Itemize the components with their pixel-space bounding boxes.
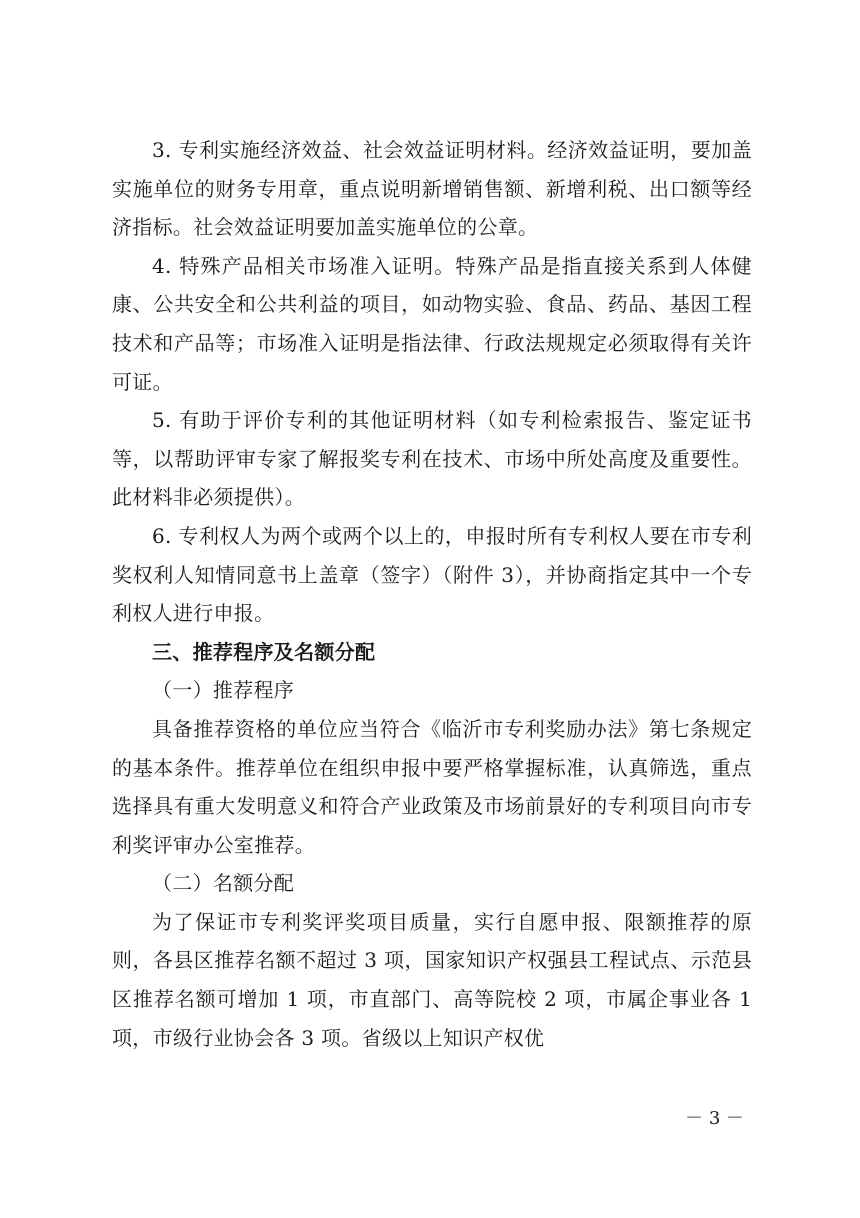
document-body (112, 131, 752, 1057)
paragraph-recommendation-procedure: 具备推荐资格的单位应当符合《临沂市专利奖励办法》第七条规定的基本条件。推荐单位在组织申报中要严格掌握标准，认真筛选，重点选择具有重大发明意义和符合产业政策及市场前景好的专利项目向市专利奖评审办公室推荐。 (112, 716, 752, 857)
subsection-heading-quota-allocation: （二）名额分配 (152, 871, 295, 896)
paragraph-item-5: 5. 有助于评价专利的其他证明材料（如专利检索报告、鉴定证书等，以帮助评审专家了解报奖专利在技术、市场中所处高度及重要性。此材料非必须提供）。 (112, 408, 752, 510)
page-number: － 3 － (685, 1108, 744, 1129)
paragraph-item-6: 6. 专利权人为两个或两个以上的，申报时所有专利权人要在市专利奖权利人知情同意书上盖章（签字）（附件 3），并协商指定其中一个专利权人进行申报。 (112, 523, 752, 626)
section-heading: 三、推荐程序及名额分配 (152, 639, 376, 664)
paragraph-item-4: 4. 特殊产品相关市场准入证明。特殊产品是指直接关系到人体健康、公共安全和公共利益的项目，如动物实验、食品、药品、基因工程技术和产品等；市场准入证明是指法律、行政法规规定必须取得有关许可证。 (112, 253, 752, 394)
subsection-heading-recommendation-procedure: （一）推荐程序 (152, 678, 295, 703)
paragraph-quota-allocation: 为了保证市专利奖评奖项目质量，实行自愿申报、限额推荐的原则，各县区推荐名额不超过 3 项，国家知识产权强县工程试点、示范县区推荐名额可增加 1 项，市直部门、高等院校 2 项，市属企事业各 1 项，市级行业协会各 3 项。省级以上知识产权优 (112, 909, 752, 1050)
paragraph-item-3: 3. 专利实施经济效益、社会效益证明材料。经济效益证明，要加盖实施单位的财务专用章，重点说明新增销售额、新增利税、出口额等经济指标。社会效益证明要加盖实施单位的公章。 (112, 138, 752, 240)
